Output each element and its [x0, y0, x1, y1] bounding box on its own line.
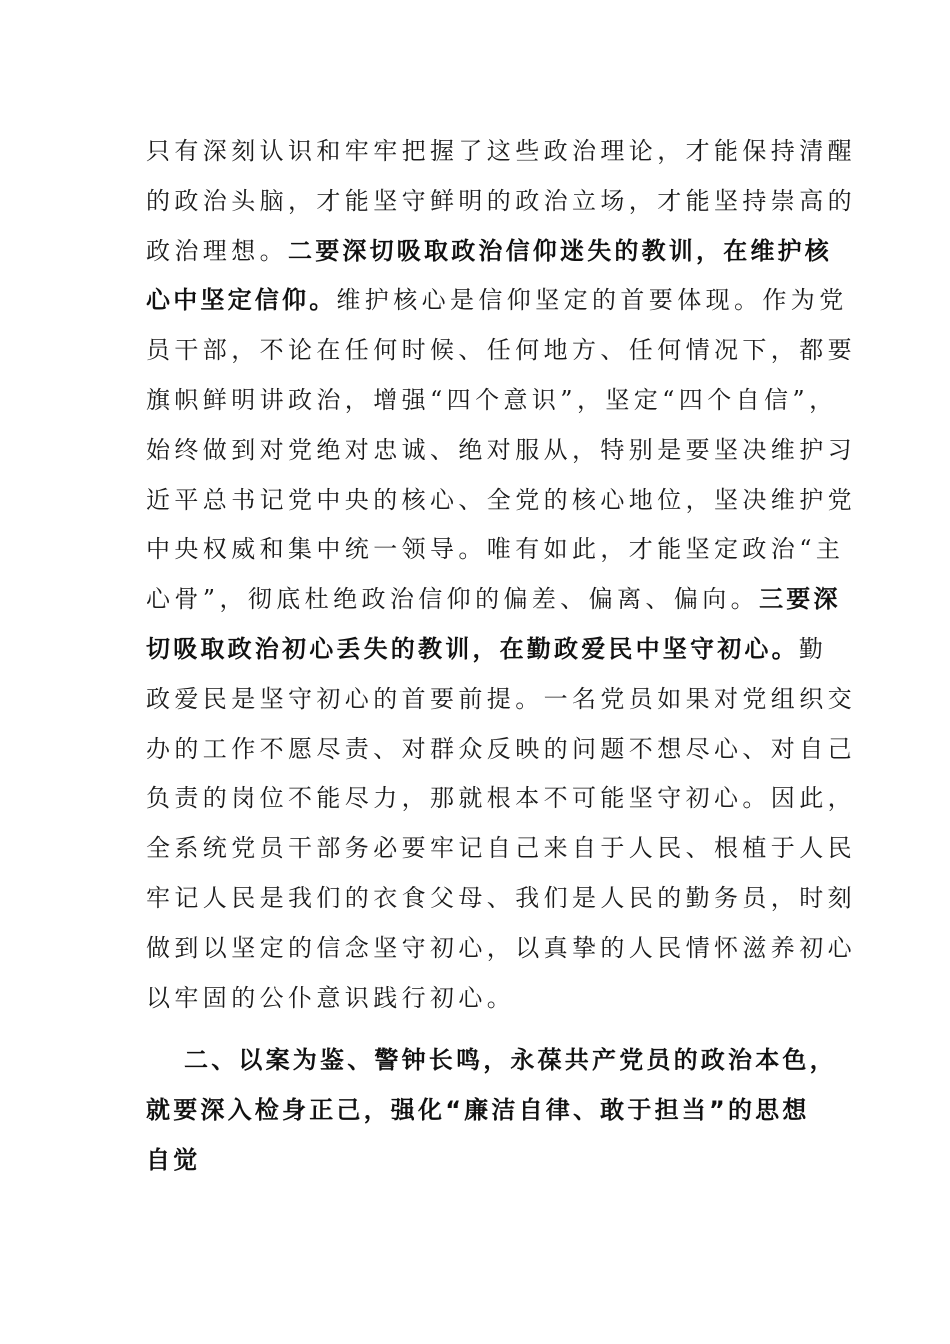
paragraph-text: 旗帜鲜明讲政治，增强“四个意识”，坚定“四个自信”，: [146, 385, 838, 414]
paragraph-text: 心骨”，彻底杜绝政治信仰的偏差、偏离、偏向。: [146, 585, 760, 614]
paragraph-line: [146, 127, 856, 177]
paragraph-text: 做到以坚定的信念坚守初心，以真挚的人民情怀滋养初心: [146, 933, 856, 962]
paragraph-text: 以牢固的公仆意识践行初心。: [146, 983, 516, 1012]
paragraph-line: [146, 675, 856, 725]
paragraph-text: 政治理想。: [146, 236, 288, 265]
heading-line: 二、以案为鉴、警钟长鸣，永葆共产党员的政治本色，: [184, 1046, 837, 1074]
paragraph-text: 的政治头脑，才能坚守鲜明的政治立场，才能坚持崇高的: [146, 186, 856, 215]
emphasis-text: 三要深: [759, 585, 841, 614]
paragraph-text: 政爱民是坚守初心的首要前提。一名党员如果对党组织交: [146, 684, 856, 713]
section-heading: [146, 1036, 837, 1185]
paragraph-line: [146, 824, 856, 874]
paragraph-line: [146, 376, 838, 426]
heading-line: 自觉: [146, 1145, 201, 1174]
paragraph-text: 员干部，不论在任何时候、任何地方、任何情况下，都要: [146, 336, 856, 365]
emphasis-text: 心中坚定信仰。: [146, 286, 337, 315]
paragraph-line: [146, 974, 826, 1024]
paragraph-line: [146, 874, 856, 924]
paragraph-line: [146, 326, 856, 376]
paragraph-line: [146, 924, 856, 974]
paragraph-line: [146, 276, 848, 326]
paragraph-line: [146, 227, 832, 277]
paragraph-text: 只有深刻认识和牢牢把握了这些政治理论，才能保持清醒: [146, 137, 856, 165]
paragraph-text: 牢记人民是我们的衣食父母、我们是人民的勤务员，时刻: [146, 883, 856, 912]
paragraph-text: 维护核心是信仰坚定的首要体现。作为党: [336, 286, 848, 315]
paragraph-text: 始终做到对党绝对忠诚、绝对服从，特别是要坚决维护习: [146, 435, 856, 464]
paragraph-text: 办的工作不愿尽责、对群众反映的问题不想尽心、对自己: [146, 734, 856, 763]
emphasis-text: 二要深切吸取政治信仰迷失的教训，在维护核: [288, 236, 832, 265]
paragraph-line: [146, 575, 841, 625]
paragraph-line: [146, 625, 826, 675]
emphasis-text: 切吸取政治初心丢失的教训，在勤政爱民中坚守初心。: [146, 634, 799, 663]
paragraph-text: 负责的岗位不能尽力，那就根本不可能坚守初心。因此，: [146, 784, 856, 813]
heading-line: 就要深入检身正己，强化“廉洁自律、敢于担当”的思想: [146, 1095, 810, 1124]
paragraph-line: [146, 177, 856, 227]
paragraph-line: [146, 476, 856, 526]
paragraph-line: [146, 426, 856, 476]
paragraph-line: [146, 525, 845, 575]
paragraph-text: 勤: [798, 634, 828, 663]
paragraph-text: 中央权威和集中统一领导。唯有如此，才能坚定政治“主: [146, 535, 845, 564]
paragraph-text: 近平总书记党中央的核心、全党的核心地位，坚决维护党: [146, 485, 856, 514]
paragraph-text: 全系统党员干部务必要牢记自己来自于人民、根植于人民: [146, 834, 856, 863]
paragraph-line: [146, 725, 856, 775]
body-paragraph: [146, 127, 856, 1023]
paragraph-line: [146, 774, 856, 824]
